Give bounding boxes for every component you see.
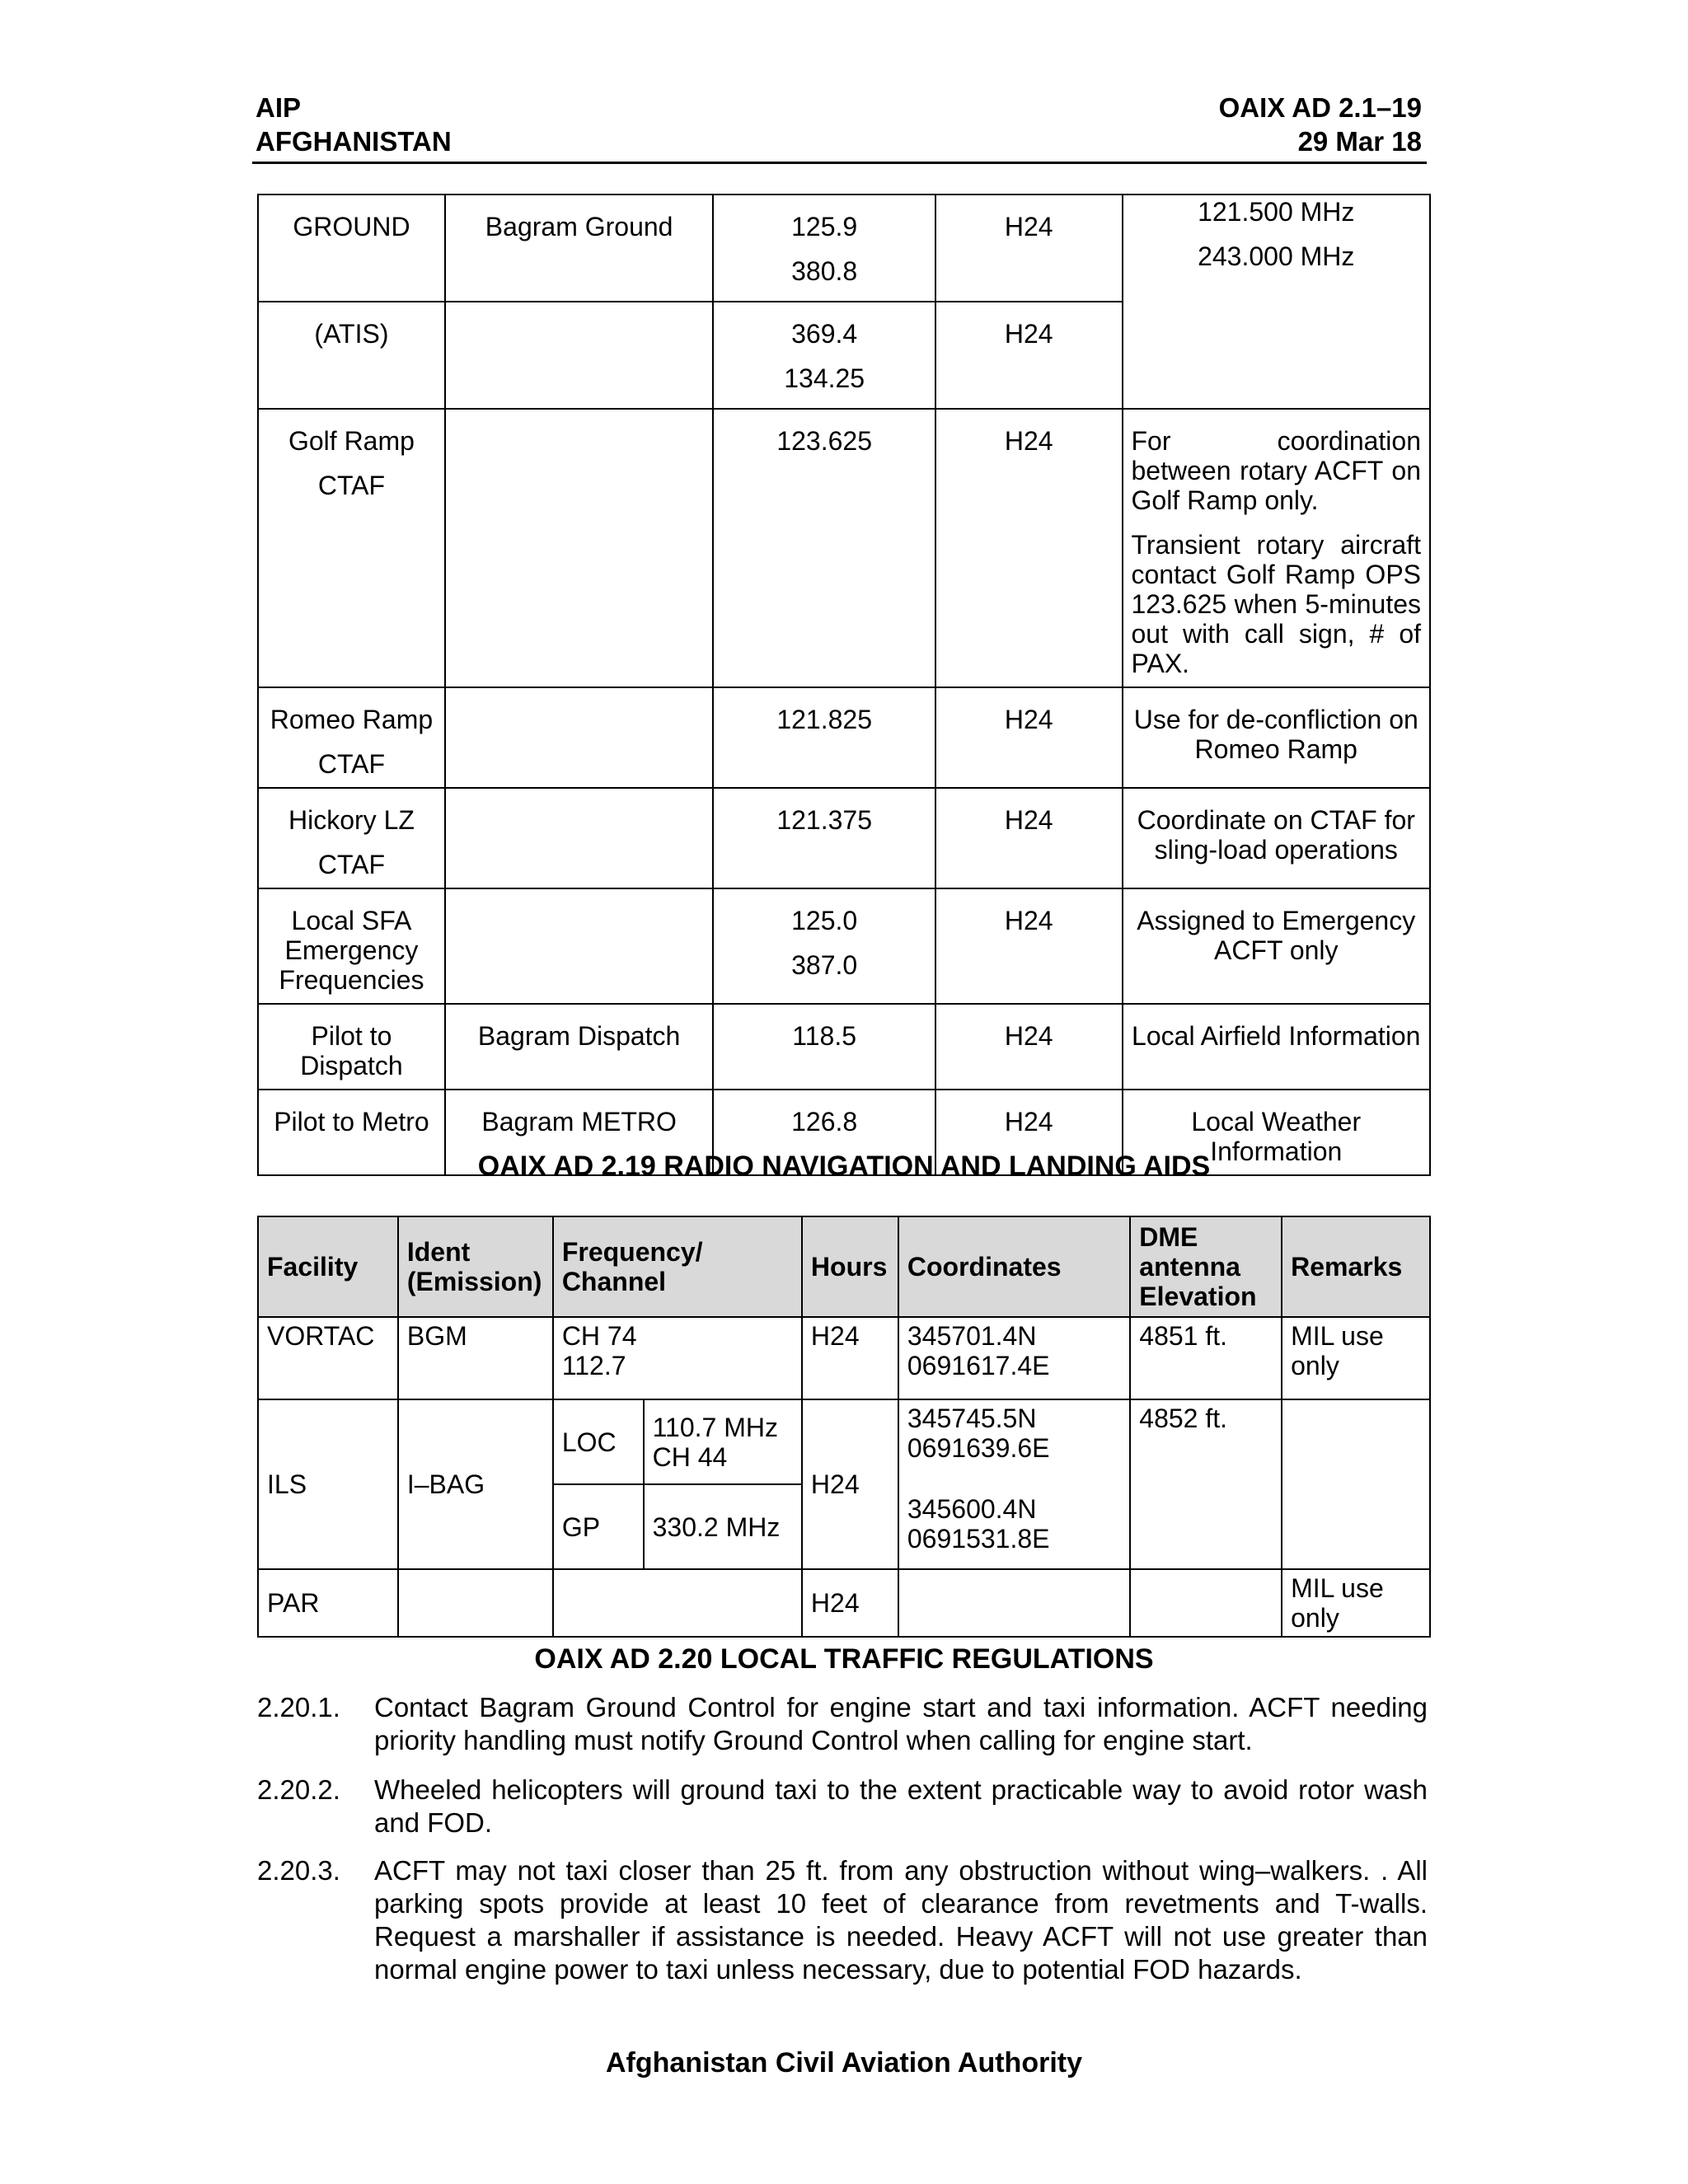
- header-hours: Hours: [802, 1216, 898, 1317]
- frequency-cell: 121.375: [713, 788, 935, 888]
- regulation-item: [257, 1691, 1428, 1757]
- loc-frequency-cell: 110.7 MHz CH 44: [644, 1399, 802, 1484]
- hours-cell: H24: [935, 1004, 1123, 1090]
- remarks-cell: Use for de-confliction on Romeo Ramp: [1123, 687, 1431, 788]
- frequency-cell: 125.0 387.0: [713, 888, 935, 1004]
- frequency-cell: 121.825: [713, 687, 935, 788]
- hours-cell: H24: [802, 1569, 898, 1637]
- emergency-frequency-cell: 121.500 MHz 243.000 MHz: [1123, 194, 1431, 409]
- table-header-row: [258, 1216, 1430, 1317]
- callsign-cell: [445, 888, 713, 1004]
- header-date: 29 Mar 18: [1297, 126, 1422, 157]
- remarks-cell: Local Weather Information: [1123, 1090, 1431, 1175]
- callsign-cell: [445, 409, 713, 687]
- remarks-cell: Local Airfield Information: [1123, 1004, 1431, 1090]
- remarks-cell: MIL use only: [1282, 1569, 1430, 1637]
- hours-cell: H24: [802, 1317, 898, 1399]
- communication-facilities-table: [257, 194, 1431, 1176]
- hours-cell: H24: [935, 194, 1123, 302]
- frequency-cell: 126.8: [713, 1090, 935, 1175]
- header-country: AFGHANISTAN: [256, 126, 452, 157]
- header-aip: AIP: [256, 92, 302, 123]
- header-remarks: Remarks: [1282, 1216, 1430, 1317]
- callsign-cell: [445, 302, 713, 409]
- regulation-text: Wheeled helicopters will ground taxi to the extent practicable way to avoid rotor wash and FOD.: [374, 1774, 1428, 1838]
- table-row: [258, 788, 1430, 888]
- callsign-cell: [445, 788, 713, 888]
- coordinates-cell: 345701.4N 0691617.4E: [898, 1317, 1130, 1399]
- service-cell: Hickory LZ CTAF: [258, 788, 445, 888]
- facility-cell: VORTAC: [258, 1317, 398, 1399]
- page-header: [256, 91, 1422, 158]
- dme-elevation-cell: [1130, 1569, 1282, 1637]
- page-footer: Afghanistan Civil Aviation Authority: [605, 2047, 1083, 2079]
- hours-cell: H24: [935, 687, 1123, 788]
- table-row: [258, 409, 1430, 687]
- header-ident: Ident (Emission): [398, 1216, 553, 1317]
- facility-cell: PAR: [258, 1569, 398, 1637]
- regulation-number: 2.20.2.: [257, 1774, 340, 1805]
- hours-cell: H24: [935, 1090, 1123, 1175]
- frequency-cell: CH 74 112.7: [553, 1317, 802, 1399]
- coordinates-cell: 345745.5N 0691639.6E 345600.4N 0691531.8E: [898, 1399, 1130, 1569]
- callsign-cell: Bagram Dispatch: [445, 1004, 713, 1090]
- service-cell: Local SFA Emergency Frequencies: [258, 888, 445, 1004]
- header-facility: Facility: [258, 1216, 398, 1317]
- dme-elevation-cell: 4851 ft.: [1130, 1317, 1282, 1399]
- header-doc-ref: OAIX AD 2.1–19: [1218, 92, 1422, 123]
- service-cell: GROUND: [258, 194, 445, 302]
- remarks-cell: Assigned to Emergency ACFT only: [1123, 888, 1431, 1004]
- regulation-number: 2.20.3.: [257, 1855, 340, 1886]
- regulation-item: [257, 1774, 1428, 1840]
- remarks-cell: MIL use only: [1282, 1317, 1430, 1399]
- facility-cell: ILS: [258, 1399, 398, 1569]
- frequency-cell: 369.4 134.25: [713, 302, 935, 409]
- table-row: [258, 1399, 1430, 1484]
- table-row: [258, 888, 1430, 1004]
- hours-cell: H24: [935, 888, 1123, 1004]
- header-coordinates: Coordinates: [898, 1216, 1130, 1317]
- callsign-cell: [445, 687, 713, 788]
- ident-cell: I–BAG: [398, 1399, 553, 1569]
- loc-label-cell: LOC: [553, 1399, 644, 1484]
- radio-navigation-table: [257, 1216, 1431, 1638]
- callsign-cell: Bagram METRO: [445, 1090, 713, 1175]
- service-cell: Pilot to Metro: [258, 1090, 445, 1175]
- service-cell: Pilot to Dispatch: [258, 1004, 445, 1090]
- callsign-cell: Bagram Ground: [445, 194, 713, 302]
- hours-cell: H24: [935, 409, 1123, 687]
- dme-elevation-cell: 4852 ft.: [1130, 1399, 1282, 1569]
- table-row: [258, 1004, 1430, 1090]
- remarks-cell: For coordination between rotary ACFT on Golf Ramp only. Transient rotary aircraft contact Golf Ramp OPS 123.625 when 5-minutes out with call sign, # of PAX.: [1123, 409, 1431, 687]
- header-frequency: Frequency/ Channel: [553, 1216, 802, 1317]
- hours-cell: H24: [935, 302, 1123, 409]
- remarks-cell: [1282, 1399, 1430, 1569]
- frequency-cell: 125.9 380.8: [713, 194, 935, 302]
- gp-label-cell: GP: [553, 1484, 644, 1569]
- frequency-cell: 123.625: [713, 409, 935, 687]
- regulation-number: 2.20.1.: [257, 1692, 340, 1722]
- ident-cell: [398, 1569, 553, 1637]
- regulation-text: ACFT may not taxi closer than 25 ft. from any obstruction without wing–walkers. . All parking spots provide at least 10 feet of clearance from revetments and T-walls. Request a marshaller if assistance is needed. Heavy ACFT will not use greater than normal engine power to taxi unless necessary, due to potential FOD hazards.: [374, 1855, 1428, 1985]
- frequency-cell: 118.5: [713, 1004, 935, 1090]
- service-cell: Romeo Ramp CTAF: [258, 687, 445, 788]
- table-row: [258, 194, 1430, 302]
- regulation-item: [257, 1854, 1428, 1986]
- section-219-title: OAIX AD 2.19 RADIO NAVIGATION AND LANDING AIDS: [477, 1151, 1211, 1182]
- header-divider: [252, 162, 1427, 164]
- table-row: [258, 1317, 1430, 1399]
- ident-cell: BGM: [398, 1317, 553, 1399]
- regulation-text: Contact Bagram Ground Control for engine start and taxi information. ACFT needing priority handling must notify Ground Control when calling for engine start.: [374, 1692, 1428, 1755]
- service-cell: Golf Ramp CTAF: [258, 409, 445, 687]
- coordinates-cell: [898, 1569, 1130, 1637]
- header-dme-elevation: DME antenna Elevation: [1130, 1216, 1282, 1317]
- table-row: [258, 1569, 1430, 1637]
- table-row: [258, 687, 1430, 788]
- hours-cell: H24: [802, 1399, 898, 1569]
- frequency-cell: [553, 1569, 802, 1637]
- remarks-cell: Coordinate on CTAF for sling-load operations: [1123, 788, 1431, 888]
- hours-cell: H24: [935, 788, 1123, 888]
- service-cell: (ATIS): [258, 302, 445, 409]
- section-220-title: OAIX AD 2.20 LOCAL TRAFFIC REGULATIONS: [534, 1643, 1154, 1675]
- gp-frequency-cell: 330.2 MHz: [644, 1484, 802, 1569]
